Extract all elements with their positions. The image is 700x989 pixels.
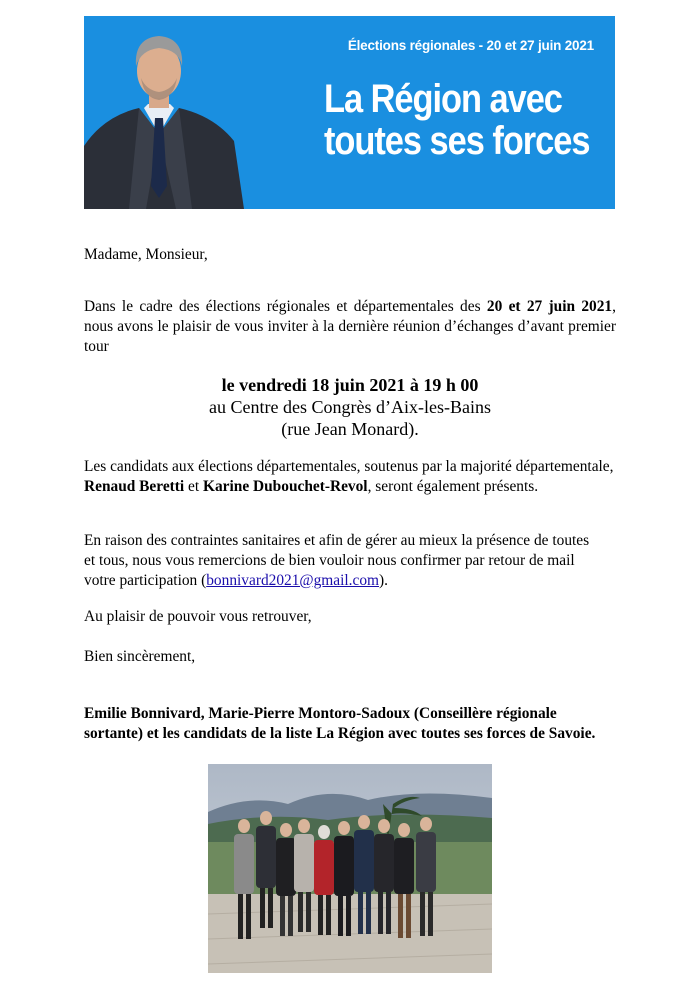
signature: Emilie Bonnivard, Marie-Pierre Montoro-Sadoux (Conseillère régionale sortante) et les candidats de la liste La Région avec toutes ses forces de Savoie. [84,705,596,742]
event-street: (rue Jean Monard). [281,419,419,439]
banner-title-line-1: La Région avec [324,77,562,121]
candidates-paragraph [84,457,614,497]
candidates-text-1: Les candidats aux élections départementales, soutenus par la majorité départementale, [84,458,614,475]
candidates-and: et [184,478,203,495]
campaign-banner [84,16,615,209]
banner-title-line-2: toutes ses forces [324,119,590,163]
event-details [84,374,616,440]
candidate-name-2: Karine Dubouchet-Revol [203,478,368,495]
email-link[interactable]: bonnivard2021@gmail.com [206,572,379,589]
greeting: Madame, Monsieur, [84,246,208,263]
intro-text-2: , nous avons le plaisir de vous inviter à la dernière réunion d’échanges d’avant premier tour [84,298,616,355]
intro-text-1: Dans le cadre des élections régionales et départementales des [84,298,487,315]
health-text-2: ). [379,572,388,589]
health-paragraph [84,531,604,591]
event-datetime: le vendredi 18 juin 2021 à 19 h 00 [221,375,479,395]
candidate-portrait [84,16,244,209]
election-dates: 20 et 27 juin 2021 [486,298,613,315]
candidates-text-2: , seront également présents. [367,478,539,495]
candidate-name-1: Renaud Beretti [84,478,185,495]
health-text-1: En raison des contraintes sanitaires et afin de gérer au mieux la présence de toutes et tous, nous vous remercions de bien vouloir nous confirmer par retour de mail votre participation ( [84,532,590,589]
intro-paragraph [84,297,616,357]
group-photo [208,764,492,973]
banner-subtitle: Élections régionales - 20 et 27 juin 2021 [347,38,594,53]
closing-line-2: Bien sincèrement, [84,648,196,665]
event-venue: au Centre des Congrès d’Aix-les-Bains [209,397,491,417]
banner-title [324,78,589,162]
closing-line-1: Au plaisir de pouvoir vous retrouver, [84,608,312,625]
